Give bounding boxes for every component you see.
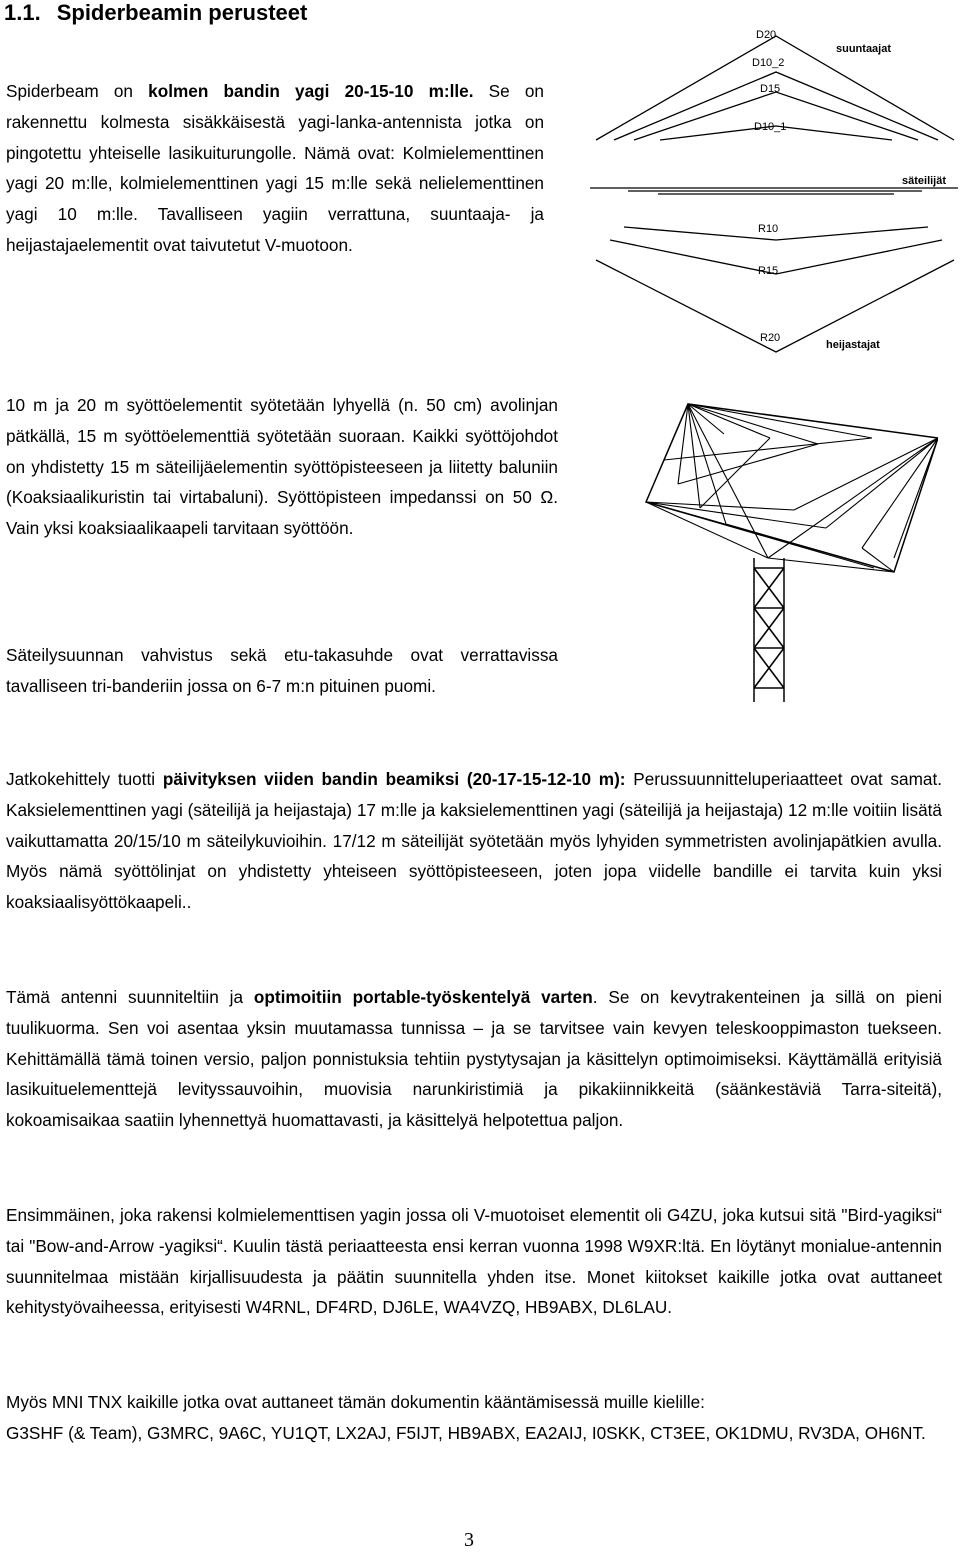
thanks-intro: Myös MNI TNX kaikille jotka ovat auttaneet tämän dokumentin kääntämisessä muille kielille: [6,1392,705,1412]
element-layout-diagram [588,22,960,360]
paragraph-feed: 10 m ja 20 m syöttöelementit syötetään lyhyellä (n. 50 cm) avolinjan pätkällä, 15 m syöttöelementtiä syötetään suoraan. Kaikki syöttöjohdot on yhdistetty 15 m säteilijäelementin syöttöpisteeseen ja liitetty baluniin (Koaksiaalikuristin tai virtabaluni). Syöttöpisteen impedanssi on 50 Ω. Vain yksi koaksiaalikaapeli tarvitaan syöttöön. [6,395,558,539]
label-d15: D15 [760,83,781,95]
label-d10-2: D10_2 [752,57,785,69]
label-reflectors: heijastajat [826,339,880,351]
label-r10: R10 [758,223,779,235]
paragraph-portable: Tämä antenni suunniteltiin ja optimoitiin portable-työskentelyä varten. Se on kevytrakenteinen ja sillä on pieni tuulikuorma. Sen voi asentaa yksin muutamassa tunnissa – ja se tarvitsee vain kevyen teleskooppimaston tuekseen. Kehittämällä tämä toinen versio, paljon ponnistuksia tehtiin pystytysajan ja käsittelyn optimoimiseksi. Käyttämällä erityisiä lasikuituelementtejä levityssauvoihin, muovisia narunkiristimiä ja pikakiinnikkeitä (säänkestäviä Tarra-siteitä), kokoamisaikaa saatiin lyhennettyä huomattavasti, ja käsittelyä helpotettua paljon. [6,987,943,1131]
label-r20: R20 [760,332,781,344]
paragraph-thanks [6,1387,942,1449]
section-number: 1.1. [4,0,41,25]
label-d10-1: D10_1 [754,121,787,133]
paragraph-intro: Spiderbeam on kolmen bandin yagi 20-15-10 m:lle. Se on rakennettu kolmesta sisäkkäisestä yagi-lanka-antennista jotka on pingotettu yhteiselle lasikuiturungolle. Nämä ovat: Kolmielementtinen yagi 20 m:lle, kolmielementtinen yagi 15 m:lle sekä nelielementtinen yagi 10 m:lle. Tavalliseen yagiin verrattuna, suuntaaja- ja heijastajaelementit ovat taivutetut V-muotoon. [6,81,544,255]
thanks-callsigns: G3SHF (& Team), G3MRC, 9A6C, YU1QT, LX2AJ, F5IJT, HB9ABX, EA2AIJ, I0SKK, CT3EE, OK1DMU, RV3DA, OH6NT. [6,1422,926,1443]
mast-lattice [754,568,784,688]
page-number: 3 [464,1529,474,1551]
spiderbeam-mast-illustration [604,398,938,702]
label-radiators: säteilijät [902,175,947,187]
label-r15: R15 [758,265,779,277]
label-directors: suuntaajat [836,43,892,55]
paragraph-history: Ensimmäinen, joka rakensi kolmielementtisen yagin jossa oli V-muotoiset elementit oli G4ZU, joka kutsui sitä "Bird-yagiksi“ tai "Bow-and-Arrow -yagiksi“. Kuulin tästä periaatteesta ensi kerran vuonna 1998 W9XR:ltä. En löytänyt monialue-antennin suunnitelmaa mistään kirjallisuudesta ja päätin suunnitella yhden itse. Monet kiitokset kaikille jotka ovat auttaneet kehitystyövaiheessa, erityisesti W4RNL, DF4RD, DJ6LE, WA4VZQ, HB9ABX, DL6LAU. [6,1205,942,1318]
section-heading [4,0,307,26]
paragraph-gain: Säteilysuunnan vahvistus sekä etu-takasuhde ovat verrattavissa tavalliseen tri-banderiin jossa on 6-7 m:n pituinen puomi. [6,645,558,696]
frame-outline [646,404,938,572]
section-title: Spiderbeamin perusteet [56,0,308,25]
paragraph-upgrade: Jatkokehittely tuotti päivityksen viiden bandin beamiksi (20-17-15-12-10 m): Perussuunnitteluperiaatteet ovat samat. Kaksielementtinen yagi (säteilijä ja heijastaja) 17 m:lle ja kaksielementtinen yagi (säteilijä ja heijastaja) 12 m:lle voitiin lisätä vaikuttamatta 20/15/10 m säteilykuvioihin. 17/12 m säteilijät syötetään myös lyhyiden symmetristen avolinjapätkien avulla. Myös nämä syöttölinjat on yhdistetty yhteiseen syöttöpisteeseen, joten jopa viidelle bandille ei tarvita kuin yksi koaksiaalisyöttökaapeli.. [6,769,942,913]
label-d20: D20 [756,29,777,41]
